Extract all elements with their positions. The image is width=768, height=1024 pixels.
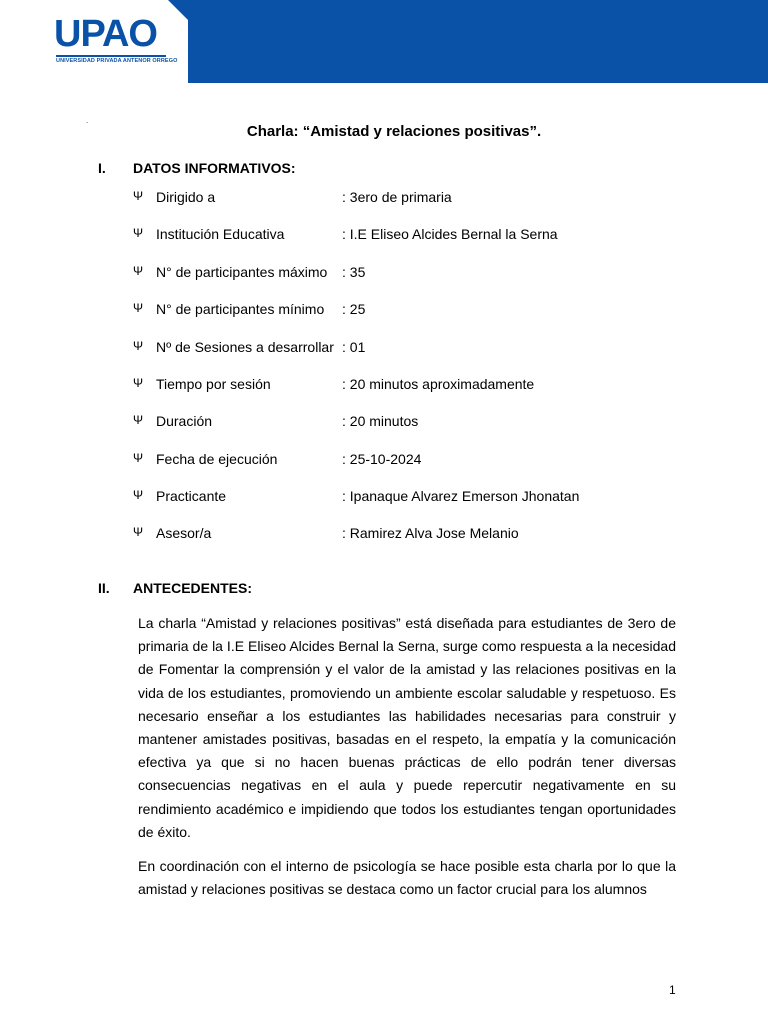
info-value: : 01: [342, 339, 366, 355]
info-item: [0, 451, 768, 469]
section-numeral: II.: [98, 580, 110, 596]
info-value: : 20 minutos aproximadamente: [342, 376, 535, 392]
info-label: Practicante: [156, 488, 227, 504]
logo-rule: [56, 55, 166, 57]
info-label: Tiempo por sesión: [156, 376, 271, 392]
info-label: N° de participantes máximo: [156, 264, 328, 280]
info-value: : 25: [342, 301, 366, 317]
info-label: Institución Educativa: [156, 226, 285, 242]
info-label: N° de participantes mínimo: [156, 301, 325, 317]
psi-bullet-icon: Ψ: [133, 226, 144, 240]
info-value: : Ramirez Alva Jose Melanio: [342, 525, 519, 541]
info-label: Nº de Sesiones a desarrollar: [156, 339, 334, 355]
psi-bullet-icon: Ψ: [133, 525, 144, 539]
info-label: Dirigido a: [156, 189, 216, 205]
info-item: [0, 301, 768, 319]
section-numeral: I.: [98, 160, 106, 176]
psi-bullet-icon: Ψ: [133, 264, 144, 278]
info-label: Duración: [156, 413, 213, 429]
info-value: : Ipanaque Alvarez Emerson Jhonatan: [342, 488, 580, 504]
psi-bullet-icon: Ψ: [133, 451, 144, 465]
info-item: [0, 376, 768, 394]
info-value: : 20 minutos: [342, 413, 419, 429]
info-value: : 25-10-2024: [342, 451, 422, 467]
psi-bullet-icon: Ψ: [133, 339, 144, 353]
psi-bullet-icon: Ψ: [133, 301, 144, 315]
info-value: : 35: [342, 264, 366, 280]
paragraph-antecedentes-1: La charla “Amistad y relaciones positivas” está diseñada para estudiantes de 3ero de primaria de la I.E Eliseo Alcides Bernal la Serna, surge como respuesta a la necesidad de Fomentar la comprensión y el valor de la amistad y las relaciones positivas en la vida de los estudiantes, promoviendo un ambiente escolar saludable y respetuoso. Es necesario enseñar a los estudiantes las habilidades necesarias para construir y mantener amistades positivas, basadas en el respeto, la empatía y la comunicación efectiva ya que si no hacen buenas prácticas de ello podrán tener diversas consecuencias negativas en el aula y puede repercutir negativamente en su rendimiento académico e impidiendo que todos los estudiantes tengan oportunidades de éxito.: [138, 615, 676, 840]
page-number: 1: [669, 983, 676, 997]
psi-bullet-icon: Ψ: [133, 189, 144, 203]
info-item: [0, 525, 768, 543]
info-value: : I.E Eliseo Alcides Bernal la Serna: [342, 226, 558, 242]
info-item: [0, 413, 768, 431]
psi-bullet-icon: Ψ: [133, 376, 144, 390]
info-item: [0, 339, 768, 357]
info-value: : 3ero de primaria: [342, 189, 452, 205]
psi-bullet-icon: Ψ: [133, 488, 144, 502]
info-label: Fecha de ejecución: [156, 451, 278, 467]
info-item: [0, 488, 768, 506]
document-title: Charla: “Amistad y relaciones positivas”.: [246, 123, 542, 140]
section-title: DATOS INFORMATIVOS:: [133, 160, 296, 176]
logo-subtitle: UNIVERSIDAD PRIVADA ANTENOR ORREGO: [56, 58, 178, 64]
upao-logo: UPAO: [54, 13, 157, 55]
info-item: [0, 189, 768, 207]
info-label: Asesor/a: [156, 525, 212, 541]
paragraph-antecedentes-2: En coordinación con el interno de psicología se hace posible esta charla por lo que la amistad y relaciones positivas se destaca como un factor crucial para los alumnos: [138, 858, 676, 898]
info-item: [0, 264, 768, 282]
psi-bullet-icon: Ψ: [133, 413, 144, 427]
info-item: [0, 226, 768, 244]
section-title: ANTECEDENTES:: [133, 580, 253, 596]
logo-panel-edge: [0, 0, 36, 83]
page-mark: .: [86, 116, 89, 125]
